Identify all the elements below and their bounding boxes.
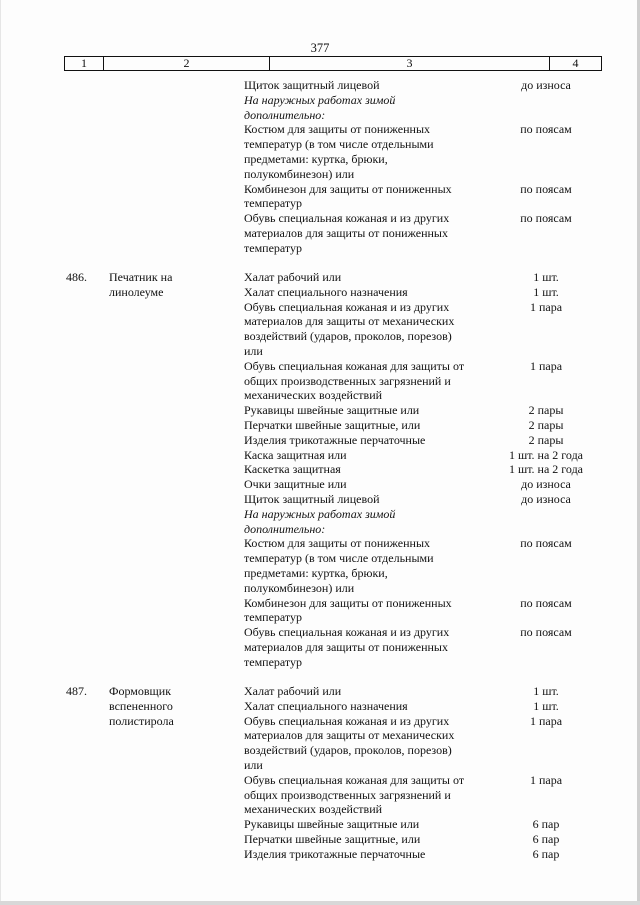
issue-norm: по поясам	[520, 625, 572, 640]
equipment-item: Халат специального назначения	[244, 284, 408, 299]
issue-norm: по поясам	[520, 595, 572, 610]
equipment-item: Обувь специальная кожаная и из других материалов для защиты от пониженных температур	[244, 211, 450, 255]
section-note: На наружных работах зимой дополнительно:	[244, 92, 396, 122]
equipment-item: Халат специального назначения	[244, 698, 408, 713]
item-number: 487.	[66, 684, 87, 698]
equipment-item: Костюм для защиты от пониженных температур (в том числе отдельными предметами: куртка, брюки, полукомбинезон) или	[244, 536, 434, 595]
equipment-item: Обувь специальная кожаная и из других материалов для защиты от пониженных температур	[244, 625, 450, 669]
equipment-item: Очки защитные или	[244, 477, 347, 492]
scan-edge-left	[0, 0, 1, 905]
column-header-2: 2	[103, 56, 270, 71]
issue-norm: до износа	[521, 477, 571, 492]
issue-norm: по поясам	[520, 211, 572, 226]
issue-norm: 1 шт.	[533, 698, 559, 713]
equipment-item: Халат рабочий или	[244, 684, 342, 698]
equipment-item: Рукавицы швейные защитные или	[244, 403, 420, 418]
equipment-item: Щиток защитный лицевой	[244, 78, 380, 92]
section-note: На наружных работах зимой дополнительно:	[244, 506, 396, 536]
issue-norm: 1 шт.	[533, 284, 559, 299]
issue-norm: 6 пар	[532, 846, 560, 861]
equipment-item: Костюм для защиты от пониженных температур (в том числе отдельными предметами: куртка, брюки, полукомбинезон) или	[244, 122, 434, 181]
equipment-item: Комбинезон для защиты от пониженных температур	[244, 181, 452, 211]
issue-norm: по поясам	[520, 122, 572, 137]
equipment-item: Изделия трикотажные перчаточные	[244, 846, 426, 861]
issue-norm: до износа	[521, 492, 571, 506]
column-header-4: 4	[549, 56, 602, 71]
scan-edge-bottom	[0, 901, 640, 905]
column-header-1: 1	[64, 56, 104, 71]
equipment-item: Щиток защитный лицевой	[244, 492, 380, 506]
equipment-item: Каскетка защитная	[244, 462, 341, 477]
item-number: 486.	[66, 270, 87, 284]
issue-norm: по поясам	[520, 536, 572, 551]
issue-norm: 1 шт. на 2 года	[508, 462, 584, 477]
profession-title: Печатник на линолеуме	[109, 270, 173, 299]
equipment-item: Изделия трикотажные перчаточные	[244, 432, 426, 447]
table-header	[64, 56, 602, 71]
issue-norm: 6 пар	[532, 817, 560, 832]
issue-norm: 1 шт.	[533, 270, 559, 284]
issue-norm: 2 пары	[528, 418, 564, 432]
equipment-item: Обувь специальная кожаная и из других материалов для защиты от механических воздействий (ударов, проколов, порезов) или	[244, 299, 455, 358]
issue-norm: 1 шт. на 2 года	[508, 447, 584, 462]
issue-norm: 2 пары	[528, 403, 564, 418]
issue-norm: 1 пара	[529, 299, 563, 314]
profession-title: Формовщик вспененного полистирола	[109, 684, 174, 728]
issue-norm: до износа	[521, 78, 571, 92]
equipment-item: Рукавицы швейные защитные или	[244, 817, 420, 832]
equipment-item: Обувь специальная кожаная для защиты от общих производственных загрязнений и механических воздействий	[244, 358, 465, 403]
issue-norm: по поясам	[520, 181, 572, 196]
page-number: 377	[310, 41, 330, 55]
equipment-item: Обувь специальная кожаная и из других материалов для защиты от механических воздействий (ударов, проколов, порезов) или	[244, 713, 455, 772]
equipment-item: Комбинезон для защиты от пониженных температур	[244, 595, 452, 625]
equipment-item: Халат рабочий или	[244, 270, 342, 284]
issue-norm: 1 пара	[529, 713, 563, 728]
issue-norm: 1 пара	[529, 358, 563, 373]
equipment-item: Перчатки швейные защитные, или	[244, 418, 421, 432]
issue-norm: 1 пара	[529, 772, 563, 787]
issue-norm: 6 пар	[532, 832, 560, 846]
equipment-item: Обувь специальная кожаная для защиты от общих производственных загрязнений и механических воздействий	[244, 772, 465, 817]
equipment-item: Каска защитная или	[244, 447, 347, 462]
column-header-3: 3	[269, 56, 550, 71]
equipment-item: Перчатки швейные защитные, или	[244, 832, 421, 846]
issue-norm: 1 шт.	[533, 684, 559, 698]
issue-norm: 2 пары	[528, 432, 564, 447]
